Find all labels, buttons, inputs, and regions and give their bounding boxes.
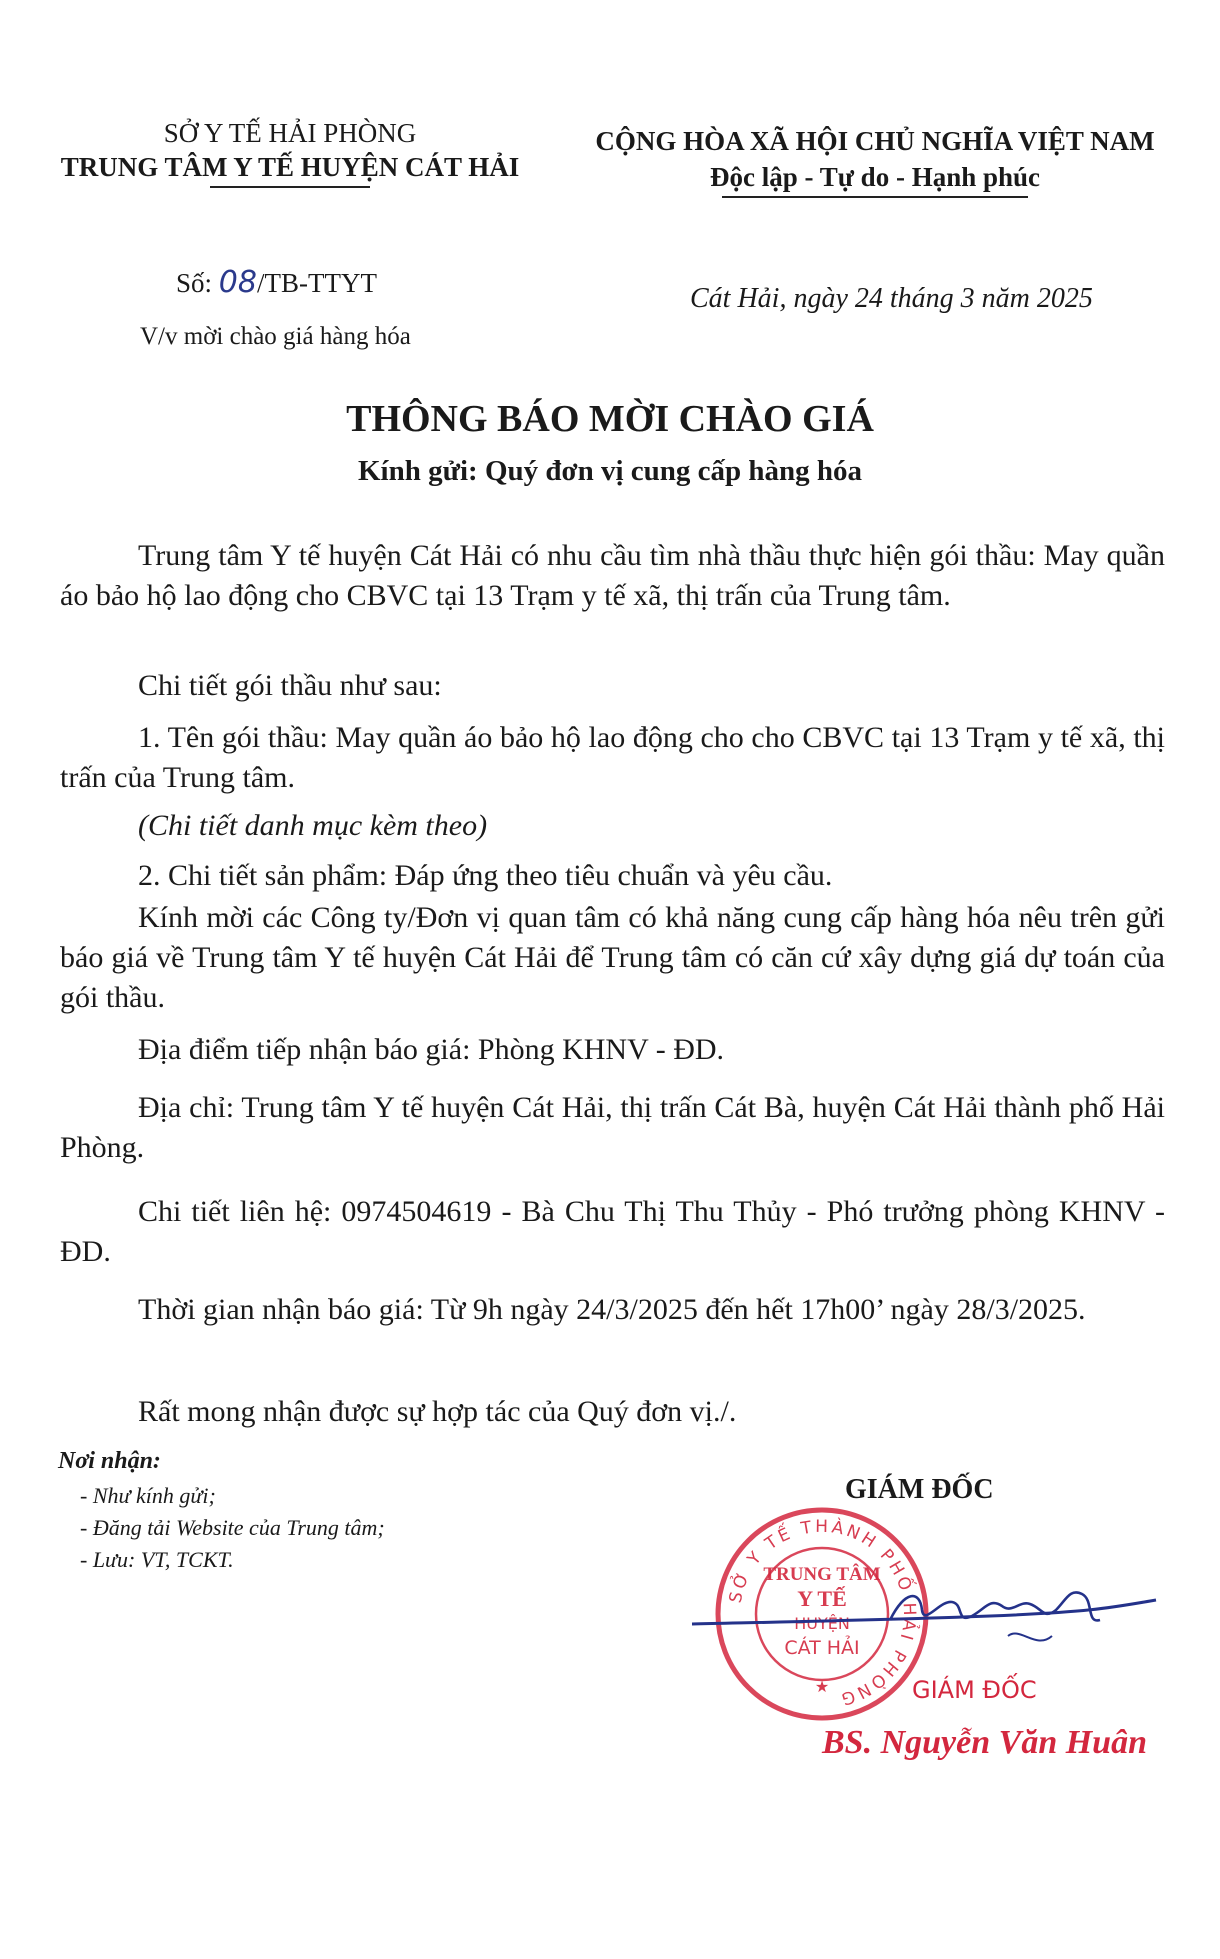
agency-name: SỞ Y TẾ HẢI PHÒNG bbox=[163, 118, 417, 148]
motto: Độc lập - Tự do - Hạnh phúc bbox=[709, 162, 1041, 192]
body-paragraph-time: Thời gian nhận báo giá: Từ 9h ngày 24/3/2025 đến hết 17h00’ ngày 28/3/2025. bbox=[138, 1293, 1086, 1326]
body-paragraph-product-details: 2. Chi tiết sản phẩm: Đáp ứng theo tiêu chuẩn và yêu cầu. bbox=[138, 859, 833, 892]
document-number-suffix: /TB-TTYT bbox=[256, 268, 377, 298]
stamp-center-line-2: Y TẾ bbox=[797, 1586, 847, 1611]
document-date: Cát Hải, ngày 24 tháng 3 năm 2025 bbox=[690, 283, 1093, 314]
body-paragraph-address: Địa chỉ: Trung tâm Y tế huyện Cát Hải, thị trấn Cát Bà, huyện Cát Hải thành phố Hải Phòng. bbox=[60, 1091, 1165, 1164]
body-paragraph-closing: Rất mong nhận được sự hợp tác của Quý đơn vị./. bbox=[138, 1395, 737, 1428]
recipient-item: - Đăng tải Website của Trung tâm; bbox=[80, 1515, 385, 1540]
stamp-star-icon: ★ bbox=[814, 1677, 830, 1696]
handwritten-signature bbox=[690, 1580, 1160, 1670]
body-paragraph-contact: Chi tiết liên hệ: 0974504619 - Bà Chu Thị Thu Thủy - Phó trưởng phòng KHNV - ĐD. bbox=[60, 1195, 1165, 1268]
signer-name: BS. Nguyễn Văn Huân bbox=[822, 1724, 1147, 1761]
organization-underline bbox=[210, 186, 370, 188]
document-title: THÔNG BÁO MỜI CHÀO GIÁ bbox=[346, 398, 874, 440]
body-paragraph-details-heading: Chi tiết gói thầu như sau: bbox=[138, 669, 442, 702]
country-name: CỘNG HÒA XÃ HỘI CHỦ NGHĨA VIỆT NAM bbox=[595, 126, 1155, 156]
stamp-center-line-3: HUYỆN bbox=[794, 1614, 850, 1633]
document-addressee: Kính gửi: Quý đơn vị cung cấp hàng hóa bbox=[357, 455, 863, 487]
stamp-center-line-1: TRUNG TÂM bbox=[763, 1564, 881, 1585]
stamp-ring-text: SỞ Y TẾ THÀNH PHỐ HẢI PHÒNG bbox=[725, 1516, 920, 1710]
signer-position: GIÁM ĐỐC bbox=[845, 1474, 994, 1505]
document-number-label: Số: bbox=[176, 268, 213, 298]
body-paragraph-invitation: Kính mời các Công ty/Đơn vị quan tâm có khả năng cung cấp hàng hóa nêu trên gửi báo giá về Trung tâm Y tế huyện Cát Hải để Trung tâm có căn cứ xây dựng giá dự toán của gói thầu. bbox=[60, 901, 1165, 1014]
document-subject: V/v mời chào giá hàng hóa bbox=[140, 323, 411, 350]
motto-underline bbox=[722, 196, 1028, 198]
body-paragraph-intro: Trung tâm Y tế huyện Cát Hải có nhu cầu tìm nhà thầu thực hiện gói thầu: May quần áo bảo hộ lao động cho CBVC tại 13 Trạm y tế xã, thị trấn của Trung tâm. bbox=[60, 539, 1165, 612]
stamp-center-line-4: CÁT HẢI bbox=[784, 1637, 860, 1659]
stamp-signer-title: GIÁM ĐỐC bbox=[912, 1676, 1037, 1704]
recipients-title: Nơi nhận: bbox=[58, 1448, 161, 1474]
body-paragraph-attachment-note: (Chi tiết danh mục kèm theo) bbox=[138, 809, 488, 842]
document-number bbox=[176, 266, 377, 300]
organization-name: TRUNG TÂM Y TẾ HUYỆN CÁT HẢI bbox=[60, 152, 520, 182]
body-paragraph-location: Địa điểm tiếp nhận báo giá: Phòng KHNV - ĐD. bbox=[138, 1033, 725, 1066]
document-number-value: 08 bbox=[218, 265, 257, 300]
recipient-item: - Lưu: VT, TCKT. bbox=[80, 1547, 234, 1572]
body-paragraph-package-name: 1. Tên gói thầu: May quần áo bảo hộ lao động cho cho CBVC tại 13 Trạm y tế xã, thị trấn của Trung tâm. bbox=[60, 721, 1165, 794]
recipient-item: - Như kính gửi; bbox=[80, 1483, 216, 1508]
